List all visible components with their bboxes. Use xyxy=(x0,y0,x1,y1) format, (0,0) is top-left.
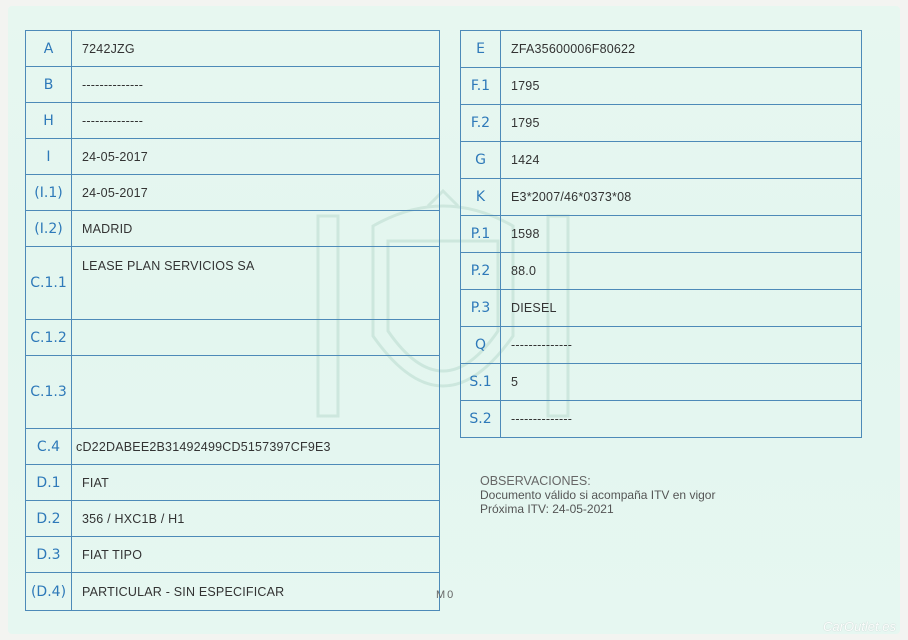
field-value: 24-05-2017 xyxy=(72,175,440,211)
field-row-i xyxy=(26,139,440,175)
field-value xyxy=(72,320,440,356)
field-row-i1 xyxy=(26,175,440,211)
field-code: Q xyxy=(461,327,501,364)
field-row-p3 xyxy=(461,290,862,327)
field-row-h xyxy=(26,103,440,139)
field-code: E xyxy=(461,31,501,68)
field-code: H xyxy=(26,103,72,139)
field-code: P.1 xyxy=(461,216,501,253)
field-row-p1 xyxy=(461,216,862,253)
field-value: 88.0 xyxy=(501,253,862,290)
field-row-c4 xyxy=(26,429,440,465)
field-value: 1424 xyxy=(501,142,862,179)
field-code: C.1.1 xyxy=(26,247,72,320)
field-value: MADRID xyxy=(72,211,440,247)
field-row-p2 xyxy=(461,253,862,290)
field-row-c12 xyxy=(26,320,440,356)
field-row-c11 xyxy=(26,247,440,320)
field-value: -------------- xyxy=(501,401,862,438)
field-row-e xyxy=(461,31,862,68)
field-code: A xyxy=(26,31,72,67)
field-value: 5 xyxy=(501,364,862,401)
field-value: 1795 xyxy=(501,105,862,142)
field-row-d2 xyxy=(26,501,440,537)
field-code: D.3 xyxy=(26,537,72,573)
field-value: DIESEL xyxy=(501,290,862,327)
field-value: ZFA35600006F80622 xyxy=(501,31,862,68)
field-code: C.1.2 xyxy=(26,320,72,356)
field-row-k xyxy=(461,179,862,216)
field-row-d4 xyxy=(26,573,440,611)
site-watermark: CarOutlet.es xyxy=(823,619,896,634)
registration-document xyxy=(8,6,900,634)
field-row-f2 xyxy=(461,105,862,142)
field-row-f1 xyxy=(461,68,862,105)
field-row-s1 xyxy=(461,364,862,401)
field-code: F.1 xyxy=(461,68,501,105)
observations-line: Documento válido si acompaña ITV en vigor xyxy=(480,488,716,502)
field-value: 1795 xyxy=(501,68,862,105)
field-row-d1 xyxy=(26,465,440,501)
right-field-table xyxy=(460,30,862,438)
field-value: LEASE PLAN SERVICIOS SA xyxy=(72,247,440,320)
field-value: 356 / HXC1B / H1 xyxy=(72,501,440,537)
field-row-q xyxy=(461,327,862,364)
observations-heading: OBSERVACIONES: xyxy=(480,474,591,488)
field-row-s2 xyxy=(461,401,862,438)
field-value: -------------- xyxy=(501,327,862,364)
field-code: C.4 xyxy=(26,429,72,465)
field-code: (I.2) xyxy=(26,211,72,247)
field-code: (I.1) xyxy=(26,175,72,211)
field-code: K xyxy=(461,179,501,216)
field-code: C.1.3 xyxy=(26,356,72,429)
field-code: F.2 xyxy=(461,105,501,142)
field-code: D.1 xyxy=(26,465,72,501)
field-code: P.3 xyxy=(461,290,501,327)
field-value: FIAT xyxy=(72,465,440,501)
field-row-b xyxy=(26,67,440,103)
field-value: PARTICULAR - SIN ESPECIFICAR xyxy=(72,573,440,611)
field-row-g xyxy=(461,142,862,179)
field-code: G xyxy=(461,142,501,179)
field-code: S.2 xyxy=(461,401,501,438)
page-marker: M0 xyxy=(436,589,456,601)
field-code: B xyxy=(26,67,72,103)
field-row-i2 xyxy=(26,211,440,247)
field-value: 7242JZG xyxy=(72,31,440,67)
field-value: 1598 xyxy=(501,216,862,253)
field-value: -------------- xyxy=(72,67,440,103)
field-value xyxy=(72,356,440,429)
field-value: FIAT TIPO xyxy=(72,537,440,573)
field-code: D.2 xyxy=(26,501,72,537)
left-field-table xyxy=(25,30,440,611)
observations-line: Próxima ITV: 24-05-2021 xyxy=(480,502,614,516)
field-value: -------------- xyxy=(72,103,440,139)
field-value: cD22DABEE2B31492499CD5157397CF9E3 xyxy=(72,429,440,465)
field-value: E3*2007/46*0373*08 xyxy=(501,179,862,216)
field-code: I xyxy=(26,139,72,175)
field-code: P.2 xyxy=(461,253,501,290)
observations-block xyxy=(480,474,715,516)
field-code: S.1 xyxy=(461,364,501,401)
field-row-a xyxy=(26,31,440,67)
field-code: (D.4) xyxy=(26,573,72,611)
field-row-c13 xyxy=(26,356,440,429)
field-value: 24-05-2017 xyxy=(72,139,440,175)
field-row-d3 xyxy=(26,537,440,573)
